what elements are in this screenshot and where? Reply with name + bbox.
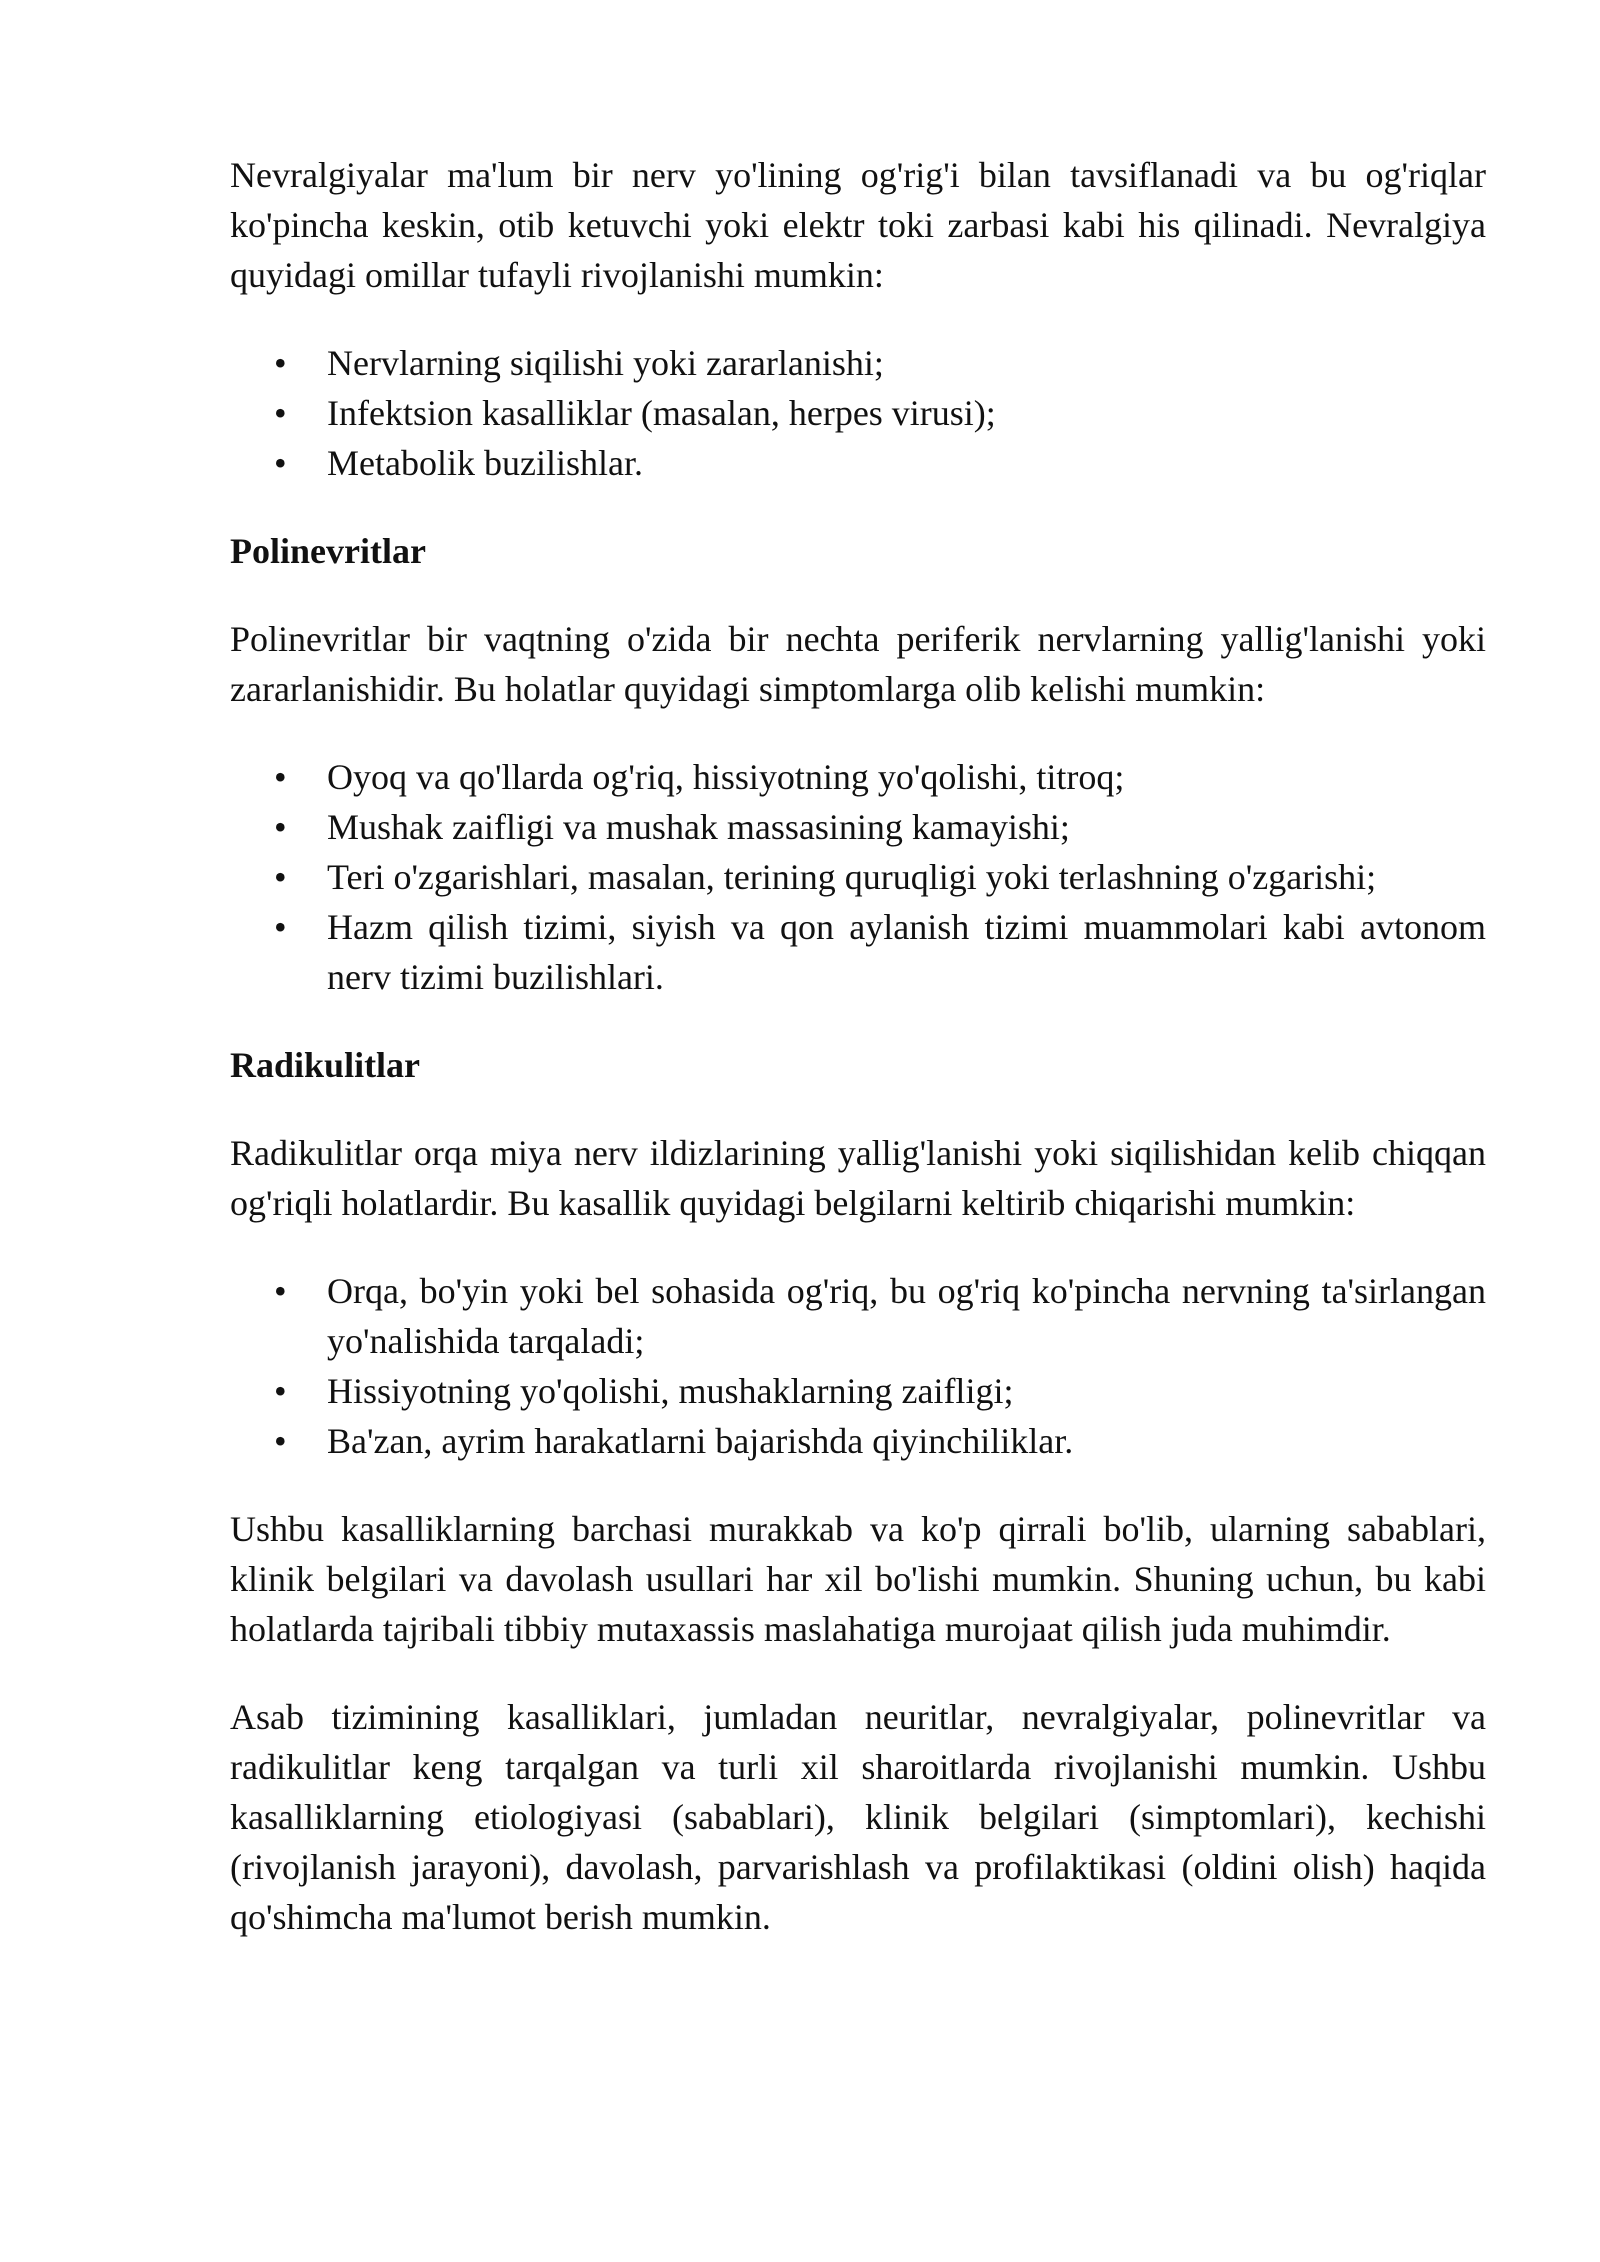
polyneuritis-heading: Polinevritlar: [230, 531, 426, 571]
radiculitis-paragraph: Radikulitlar orqa miya nerv ildizlarining yallig'lanishi yoki siqilishidan kelib chiqqan og'riqli holatlardir. Bu kasallik quyidagi belgilarni keltirib chiqarishi mumkin:: [230, 1133, 1486, 1223]
list-item: • Hissiyotning yo'qolishi, mushaklarning zaifligi;: [230, 1366, 1486, 1416]
radiculitis-symptoms-list: [230, 1266, 1486, 1466]
list-item: • Nervlarning siqilishi yoki zararlanishi;: [230, 338, 1486, 388]
list-item: • Teri o'zgarishlari, masalan, terining quruqligi yoki terlashning o'zgarishi;: [230, 852, 1486, 902]
list-item: • Mushak zaifligi va mushak massasining kamayishi;: [230, 802, 1486, 852]
list-item: • Ba'zan, ayrim harakatlarni bajarishda qiyinchiliklar.: [230, 1416, 1486, 1466]
summary-paragraph: Ushbu kasalliklarning barchasi murakkab va ko'p qirrali bo'lib, ularning sabablari, klinik belgilari va davolash usullari har xil bo'lishi mumkin. Shuning uchun, bu kabi holatlarda tajribali tibbiy mutaxassis maslahatiga murojaat qilish juda muhimdir.: [230, 1509, 1486, 1649]
radiculitis-heading: Radikulitlar: [230, 1045, 421, 1085]
conclusion-paragraph: Asab tizimining kasalliklari, jumladan neuritlar, nevralgiyalar, polinevritlar va radikulitlar keng tarqalgan va turli xil sharoitlarda rivojlanishi mumkin. Ushbu kasalliklarning etiologiyasi (sabablari), klinik belgilari (simptomlari), kechishi (rivojlanish jarayoni), davolash, parvarishlash va profilaktikasi (oldini olish) haqida qo'shimcha ma'lumot berish mumkin.: [230, 1697, 1486, 1937]
polyneuritis-paragraph: Polinevritlar bir vaqtning o'zida bir nechta periferik nervlarning yallig'lanishi yoki zararlanishidir. Bu holatlar quyidagi simptomlarga olib kelishi mumkin:: [230, 619, 1486, 709]
list-item: • Metabolik buzilishlar.: [230, 438, 1486, 488]
document-page: [230, 150, 1486, 1980]
polyneuritis-symptoms-list: [230, 752, 1486, 1002]
list-item: • Orqa, bo'yin yoki bel sohasida og'riq, bu og'riq ko'pincha nervning ta'sirlangan yo'nalishida tarqaladi;: [230, 1266, 1486, 1366]
neuralgia-causes-list: [230, 338, 1486, 488]
list-item: • Oyoq va qo'llarda og'riq, hissiyotning yo'qolishi, titroq;: [230, 752, 1486, 802]
list-item: • Hazm qilish tizimi, siyish va qon aylanish tizimi muammolari kabi avtonom nerv tizimi buzilishlari.: [230, 902, 1486, 1002]
list-item: • Infektsion kasalliklar (masalan, herpes virusi);: [230, 388, 1486, 438]
neuralgia-intro-paragraph: Nevralgiyalar ma'lum bir nerv yo'lining og'rig'i bilan tavsiflanadi va bu og'riqlar ko'pincha keskin, otib ketuvchi yoki elektr toki zarbasi kabi his qilinadi. Nevralgiya quyidagi omillar tufayli rivojlanishi mumkin:: [230, 155, 1486, 295]
